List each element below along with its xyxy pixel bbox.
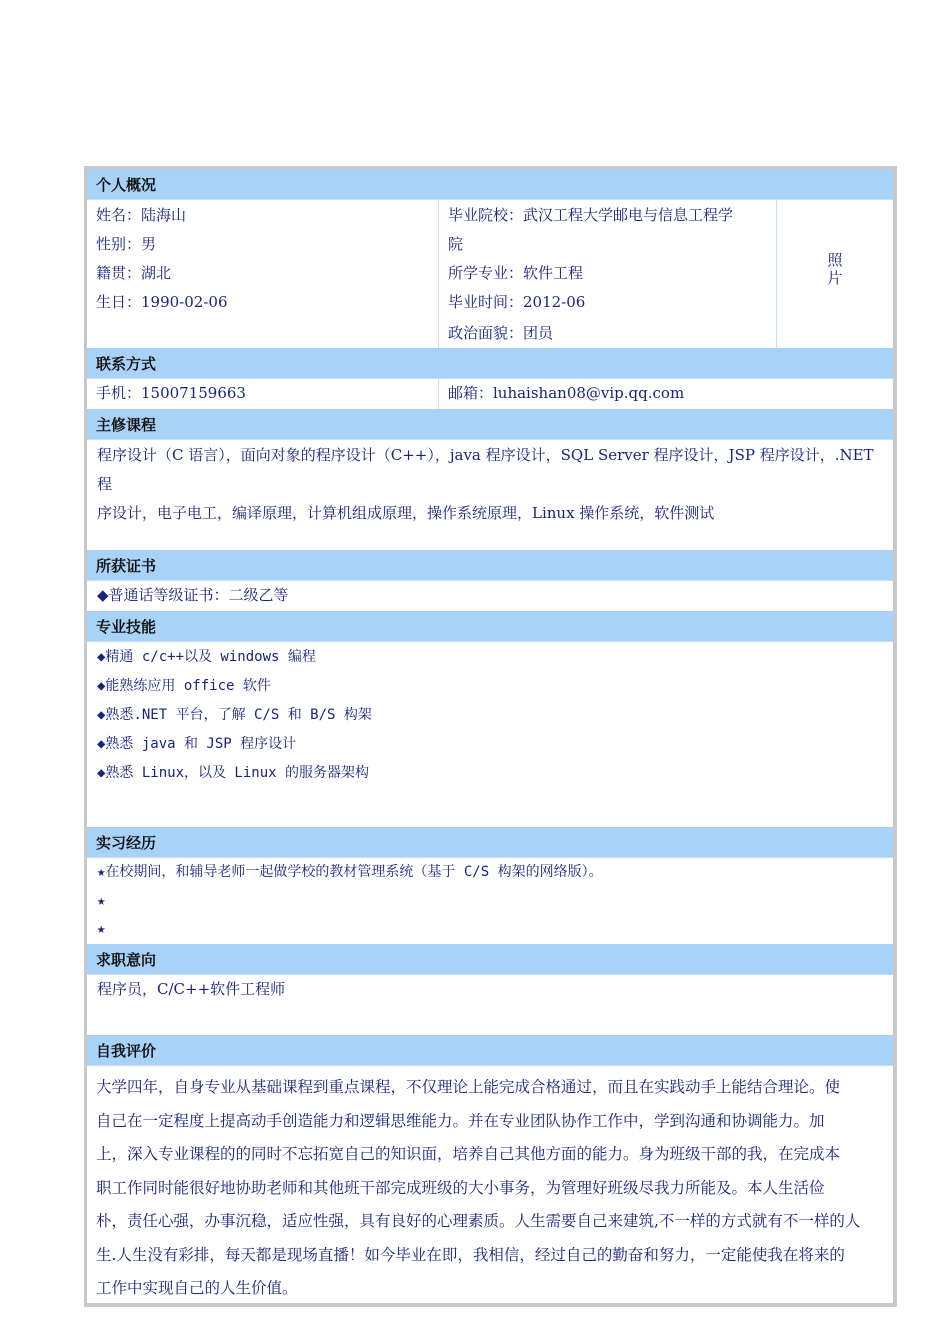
phone-field: 手机：15007159663: [87, 379, 439, 409]
objective-text: 程序员，C/C++软件工程师: [97, 980, 286, 998]
section-title-courses: 主修课程: [96, 415, 157, 434]
self-eval-line: 上，深入专业课程的的同时不忘拓宽自己的知识面，培养自己其他方面的能力。身为班级干部的我，在完成本: [96, 1145, 841, 1163]
political-status-field: 政治面貌：团员: [448, 324, 554, 342]
self-eval-line: 自己在一定程度上提高动手创造能力和逻辑思维能力。并在专业团队协作工作中，学到沟通和协调能力。加: [96, 1111, 825, 1130]
courses-line-2: 序设计，电子电工，编译原理，计算机组成原理，操作系统原理，Linux 操作系统，软件测试: [97, 504, 715, 522]
gender-field: 性别：男: [96, 235, 157, 253]
overview-block: [87, 200, 893, 348]
education-info-column: [439, 200, 777, 348]
skill-item: ◆能熟练应用 office 软件: [97, 678, 271, 694]
internship-block: [87, 858, 893, 944]
self-eval-line: 工作中实现自己的人生价值。: [96, 1279, 298, 1297]
name-field: 姓名：陆海山: [96, 206, 187, 224]
section-title-self-evaluation: 自我评价: [96, 1041, 157, 1060]
personal-info-column: [87, 200, 439, 348]
skill-item: ◆熟悉 Linux，以及 Linux 的服务器架构: [97, 765, 370, 781]
section-header-objective: [87, 944, 893, 975]
section-title-objective: 求职意向: [96, 950, 157, 969]
major-field: 所学专业：软件工程: [448, 264, 584, 282]
school-field-line2: 院: [448, 235, 464, 253]
section-header-skills: [87, 611, 893, 642]
skill-item: ◆熟悉 java 和 JSP 程序设计: [97, 736, 297, 752]
self-eval-line: 职工作同时能很好地协助老师和其他班干部完成班级的大小事务，为管理好班级尽我力所能及。本人生活俭: [96, 1178, 825, 1197]
courses-line-1: 程序设计（C 语言），面向对象的程序设计（C++），java 程序设计，SQL Server 程序设计，JSP 程序设计，.NET 程: [97, 446, 874, 493]
school-field-line1: 毕业院校：武汉工程大学邮电与信息工程学: [448, 206, 734, 224]
courses-block: [87, 440, 893, 550]
section-title-overview: 个人概况: [96, 175, 157, 194]
internship-item: ★在校期间，和辅导老师一起做学校的教材管理系统（基于 C/S 构架的网络版）。: [97, 864, 603, 880]
certificates-block: [87, 581, 893, 611]
photo-label: 照片: [827, 251, 843, 287]
section-title-contact: 联系方式: [96, 354, 157, 373]
email-field: 邮箱：luhaishan08@vip.qq.com: [448, 384, 685, 402]
self-eval-line: 生.人生没有彩排，每天都是现场直播！如今毕业在即，我相信，经过自己的勤奋和努力，一定能使我在将来的: [96, 1245, 845, 1264]
skill-item: ◆熟悉.NET 平台，了解 C/S 和 B/S 构架: [97, 707, 372, 723]
section-header-certificates: [87, 550, 893, 581]
section-header-courses: [87, 409, 893, 440]
contact-block: [87, 379, 893, 409]
objective-block: [87, 975, 893, 1035]
skill-item: ◆精通 c/c++以及 windows 编程: [97, 649, 316, 665]
section-header-internship: [87, 827, 893, 858]
section-header-overview: [87, 169, 893, 200]
hometown-field: 籍贯：湖北: [96, 264, 172, 282]
self-eval-line: 朴，责任心强，办事沉稳，适应性强，具有良好的心理素质。人生需要自己来建筑,不一样的方式就有不一样的人: [96, 1212, 861, 1230]
birthday-field: 生日：1990-02-06: [96, 293, 228, 311]
internship-item: ★: [97, 921, 106, 937]
certificate-item: ◆普通话等级证书：二级乙等: [97, 586, 289, 604]
section-title-internship: 实习经历: [96, 833, 157, 852]
section-title-skills: 专业技能: [96, 617, 157, 636]
section-header-self-evaluation: [87, 1035, 893, 1066]
section-header-contact: [87, 348, 893, 379]
graduation-time-field: 毕业时间：2012-06: [448, 293, 586, 311]
self-eval-line: 大学四年，自身专业从基础课程到重点课程，不仅理论上能完成合格通过，而且在实践动手上能结合理论。使: [96, 1078, 841, 1096]
section-title-certificates: 所获证书: [96, 556, 157, 575]
internship-item: ★: [97, 892, 106, 909]
skills-block: [87, 642, 893, 827]
self-evaluation-block: [87, 1066, 893, 1303]
resume-table: [84, 166, 897, 1307]
photo-placeholder: [777, 200, 893, 348]
